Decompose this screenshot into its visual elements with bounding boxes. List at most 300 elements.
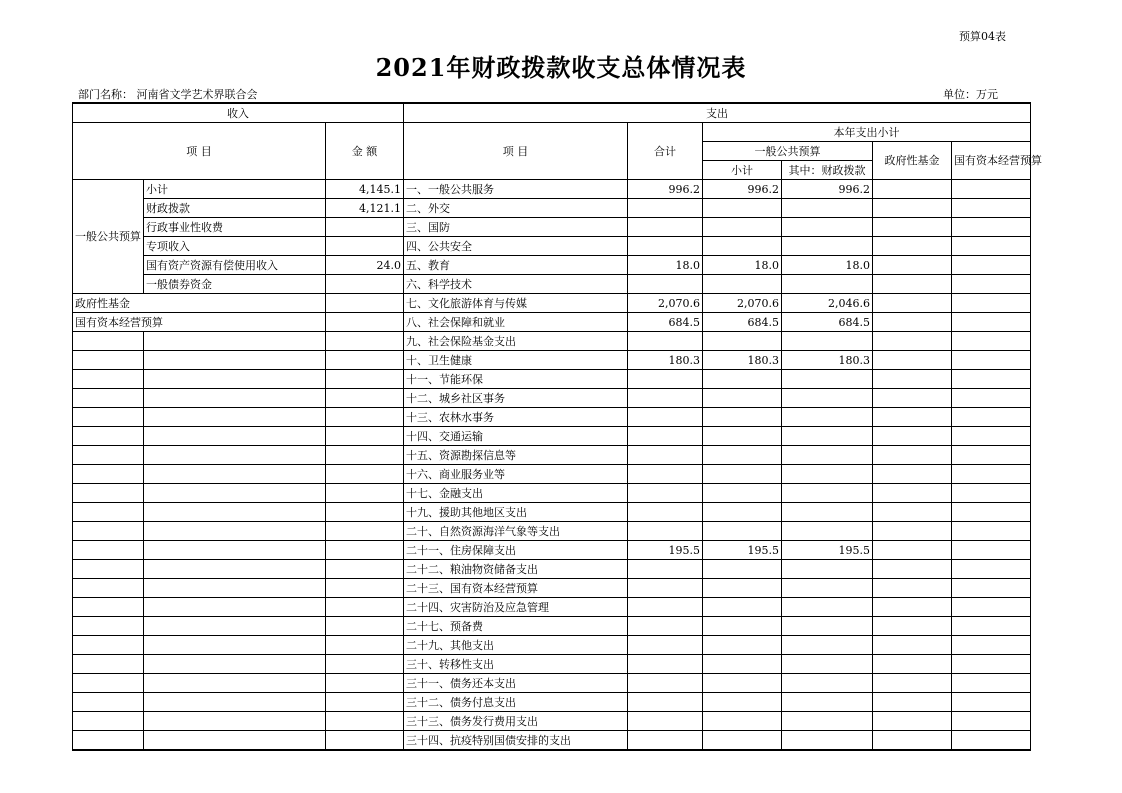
expense-subtotal: 2,070.6 — [703, 294, 782, 313]
income-item: 政府性基金 — [73, 294, 326, 313]
income-amount — [326, 313, 404, 332]
expense-gov-fund — [873, 275, 952, 294]
expense-total: 2,070.6 — [628, 294, 703, 313]
income-empty-cell — [73, 408, 144, 427]
table-row — [73, 218, 1031, 237]
income-empty-cell — [144, 731, 326, 751]
income-amount — [326, 218, 404, 237]
expense-item: 九、社会保险基金支出 — [404, 332, 628, 351]
expense-subtotal — [703, 503, 782, 522]
table-row — [73, 294, 1031, 313]
income-sub-item: 国有资产资源有偿使用收入 — [144, 256, 326, 275]
income-empty-cell — [144, 427, 326, 446]
expense-subtotal — [703, 389, 782, 408]
expense-total: 996.2 — [628, 180, 703, 199]
department-label: 部门名称： — [78, 88, 133, 101]
expense-subtotal — [703, 427, 782, 446]
income-empty-cell — [144, 503, 326, 522]
subtotal-header: 小计 — [703, 161, 782, 180]
expense-gov-fund — [873, 370, 952, 389]
income-empty-cell — [144, 370, 326, 389]
income-empty-cell — [326, 636, 404, 655]
expense-subtotal: 996.2 — [703, 180, 782, 199]
expense-fiscal — [782, 503, 873, 522]
income-empty-cell — [326, 332, 404, 351]
expense-total: 180.3 — [628, 351, 703, 370]
table-row — [73, 351, 1031, 370]
expense-item: 十二、城乡社区事务 — [404, 389, 628, 408]
table-row — [73, 370, 1031, 389]
expense-gov-fund — [873, 503, 952, 522]
expense-soe — [952, 655, 1031, 674]
expense-item: 四、公共安全 — [404, 237, 628, 256]
expense-total — [628, 598, 703, 617]
expense-fiscal — [782, 617, 873, 636]
income-empty-cell — [144, 693, 326, 712]
expense-total: 195.5 — [628, 541, 703, 560]
expense-fiscal — [782, 484, 873, 503]
expense-gov-fund — [873, 636, 952, 655]
expense-total: 18.0 — [628, 256, 703, 275]
expense-fiscal — [782, 636, 873, 655]
income-empty-cell — [144, 408, 326, 427]
expense-fiscal — [782, 579, 873, 598]
income-item-header: 项 目 — [73, 123, 326, 180]
expense-gov-fund — [873, 465, 952, 484]
expense-soe — [952, 560, 1031, 579]
expense-gov-fund — [873, 655, 952, 674]
income-empty-cell — [73, 351, 144, 370]
expense-soe — [952, 294, 1031, 313]
expense-gov-fund — [873, 427, 952, 446]
income-empty-cell — [326, 712, 404, 731]
expense-total — [628, 731, 703, 751]
expense-fiscal — [782, 731, 873, 751]
income-header: 收入 — [73, 103, 404, 123]
expense-fiscal — [782, 427, 873, 446]
expense-soe — [952, 256, 1031, 275]
expense-gov-fund — [873, 237, 952, 256]
table-row — [73, 389, 1031, 408]
expense-subtotal — [703, 275, 782, 294]
table-row — [73, 465, 1031, 484]
table-row — [73, 579, 1031, 598]
income-empty-cell — [144, 522, 326, 541]
expense-subtotal: 180.3 — [703, 351, 782, 370]
expense-soe — [952, 180, 1031, 199]
table-row — [73, 256, 1031, 275]
expense-total — [628, 579, 703, 598]
expense-soe — [952, 503, 1031, 522]
income-item: 国有资本经营预算 — [73, 313, 326, 332]
income-empty-cell — [144, 617, 326, 636]
expense-fiscal — [782, 598, 873, 617]
expense-gov-fund — [873, 446, 952, 465]
expense-fiscal — [782, 370, 873, 389]
table-row — [73, 313, 1031, 332]
expense-total — [628, 408, 703, 427]
income-empty-cell — [73, 693, 144, 712]
expense-item: 十一、节能环保 — [404, 370, 628, 389]
table-row — [73, 408, 1031, 427]
table-row — [73, 484, 1031, 503]
expense-soe — [952, 427, 1031, 446]
expense-subtotal — [703, 560, 782, 579]
expense-total — [628, 370, 703, 389]
income-empty-cell — [326, 617, 404, 636]
income-empty-cell — [144, 484, 326, 503]
expense-fiscal — [782, 465, 873, 484]
expense-fiscal — [782, 389, 873, 408]
expense-gov-fund — [873, 180, 952, 199]
income-empty-cell — [326, 693, 404, 712]
expense-subtotal — [703, 712, 782, 731]
income-empty-cell — [326, 370, 404, 389]
income-amount: 24.0 — [326, 256, 404, 275]
income-empty-cell — [326, 674, 404, 693]
expense-item: 八、社会保障和就业 — [404, 313, 628, 332]
income-empty-cell — [73, 484, 144, 503]
expense-fiscal — [782, 275, 873, 294]
expense-soe — [952, 617, 1031, 636]
expense-fiscal — [782, 446, 873, 465]
expense-fiscal — [782, 560, 873, 579]
income-amount-header: 金 额 — [326, 123, 404, 180]
income-empty-cell — [73, 389, 144, 408]
expense-soe — [952, 446, 1031, 465]
expense-total — [628, 484, 703, 503]
expense-fiscal — [782, 218, 873, 237]
expense-soe — [952, 579, 1031, 598]
table-row — [73, 503, 1031, 522]
income-empty-cell — [144, 655, 326, 674]
expense-soe — [952, 351, 1031, 370]
income-empty-cell — [73, 522, 144, 541]
expense-item: 二十、自然资源海洋气象等支出 — [404, 522, 628, 541]
income-empty-cell — [73, 446, 144, 465]
expense-item: 三十二、债务付息支出 — [404, 693, 628, 712]
expense-gov-fund — [873, 541, 952, 560]
expense-item: 二十二、粮油物资储备支出 — [404, 560, 628, 579]
income-empty-cell — [144, 598, 326, 617]
expense-subtotal — [703, 579, 782, 598]
expense-fiscal: 18.0 — [782, 256, 873, 275]
income-empty-cell — [73, 465, 144, 484]
table-row — [73, 541, 1031, 560]
expense-header: 支出 — [404, 103, 1031, 123]
income-sub-item: 一般债券资金 — [144, 275, 326, 294]
income-empty-cell — [73, 427, 144, 446]
expense-item: 二、外交 — [404, 199, 628, 218]
income-empty-cell — [73, 503, 144, 522]
table-row — [73, 617, 1031, 636]
expense-total — [628, 465, 703, 484]
income-empty-cell — [73, 370, 144, 389]
expense-soe — [952, 484, 1031, 503]
expense-item: 六、科学技术 — [404, 275, 628, 294]
table-row — [73, 636, 1031, 655]
expense-gov-fund — [873, 522, 952, 541]
expense-subtotal — [703, 332, 782, 351]
income-sub-item: 行政事业性收费 — [144, 218, 326, 237]
table-row — [73, 180, 1031, 199]
income-empty-cell — [73, 579, 144, 598]
table-row — [73, 199, 1031, 218]
table-row — [73, 598, 1031, 617]
income-empty-cell — [326, 503, 404, 522]
expense-soe — [952, 199, 1031, 218]
expense-fiscal — [782, 237, 873, 256]
expense-soe — [952, 598, 1031, 617]
income-empty-cell — [326, 522, 404, 541]
expense-subtotal — [703, 617, 782, 636]
expense-item: 二十三、国有资本经营预算 — [404, 579, 628, 598]
expense-fiscal — [782, 712, 873, 731]
table-row — [73, 674, 1031, 693]
table-row — [73, 427, 1031, 446]
table-row — [73, 693, 1031, 712]
expense-gov-fund — [873, 674, 952, 693]
expense-gov-fund — [873, 199, 952, 218]
expense-item: 十六、商业服务业等 — [404, 465, 628, 484]
expense-subtotal — [703, 598, 782, 617]
expense-fiscal — [782, 522, 873, 541]
expense-soe — [952, 636, 1031, 655]
expense-total — [628, 636, 703, 655]
income-empty-cell — [326, 351, 404, 370]
expense-item: 一、一般公共服务 — [404, 180, 628, 199]
expense-soe — [952, 541, 1031, 560]
expense-item: 三十三、债务发行费用支出 — [404, 712, 628, 731]
income-amount — [326, 237, 404, 256]
income-sub-item: 专项收入 — [144, 237, 326, 256]
expense-item: 二十九、其他支出 — [404, 636, 628, 655]
expense-total-header: 合计 — [628, 123, 703, 180]
expense-soe — [952, 693, 1031, 712]
expense-total — [628, 693, 703, 712]
expense-fiscal: 2,046.6 — [782, 294, 873, 313]
expense-item: 二十七、预备费 — [404, 617, 628, 636]
general-budget-header: 一般公共预算 — [703, 142, 873, 161]
expense-gov-fund — [873, 351, 952, 370]
income-empty-cell — [73, 617, 144, 636]
form-number: 预算04表 — [959, 30, 1006, 43]
expense-subtotal — [703, 237, 782, 256]
expense-subtotal: 18.0 — [703, 256, 782, 275]
expense-total — [628, 617, 703, 636]
expense-soe — [952, 674, 1031, 693]
expense-subtotal: 684.5 — [703, 313, 782, 332]
expense-total — [628, 427, 703, 446]
table-row — [73, 522, 1031, 541]
expense-gov-fund — [873, 598, 952, 617]
income-empty-cell — [73, 636, 144, 655]
current-year-header: 本年支出小计 — [703, 123, 1031, 142]
income-amount: 4,145.1 — [326, 180, 404, 199]
expense-subtotal — [703, 636, 782, 655]
expense-item-header: 项 目 — [404, 123, 628, 180]
expense-item: 三十一、债务还本支出 — [404, 674, 628, 693]
soe-budget-header: 国有资本经营预算 — [952, 142, 1031, 180]
expense-fiscal: 996.2 — [782, 180, 873, 199]
expense-fiscal — [782, 408, 873, 427]
expense-soe — [952, 731, 1031, 751]
expense-gov-fund — [873, 484, 952, 503]
income-amount — [326, 275, 404, 294]
expense-subtotal — [703, 446, 782, 465]
expense-gov-fund — [873, 712, 952, 731]
income-empty-cell — [144, 465, 326, 484]
expense-fiscal — [782, 655, 873, 674]
department-line — [78, 86, 258, 102]
income-empty-cell — [326, 731, 404, 751]
expense-item: 五、教育 — [404, 256, 628, 275]
income-empty-cell — [144, 389, 326, 408]
income-empty-cell — [144, 332, 326, 351]
expense-gov-fund — [873, 256, 952, 275]
income-empty-cell — [73, 712, 144, 731]
expense-subtotal — [703, 370, 782, 389]
expense-subtotal — [703, 218, 782, 237]
table-row — [73, 731, 1031, 751]
expense-soe — [952, 522, 1031, 541]
income-empty-cell — [326, 465, 404, 484]
income-empty-cell — [144, 541, 326, 560]
expense-soe — [952, 712, 1031, 731]
expense-total — [628, 389, 703, 408]
budget-table — [72, 102, 1042, 751]
income-empty-cell — [326, 541, 404, 560]
table-row — [73, 446, 1031, 465]
expense-total: 684.5 — [628, 313, 703, 332]
expense-subtotal — [703, 408, 782, 427]
expense-soe — [952, 370, 1031, 389]
income-empty-cell — [73, 731, 144, 751]
expense-total — [628, 332, 703, 351]
income-group-label: 一般公共预算 — [73, 180, 144, 294]
table-row — [73, 712, 1031, 731]
expense-subtotal — [703, 655, 782, 674]
expense-fiscal: 684.5 — [782, 313, 873, 332]
expense-total — [628, 560, 703, 579]
expense-fiscal: 180.3 — [782, 351, 873, 370]
expense-soe — [952, 218, 1031, 237]
expense-gov-fund — [873, 294, 952, 313]
expense-fiscal — [782, 674, 873, 693]
expense-fiscal — [782, 199, 873, 218]
income-sub-item: 小计 — [144, 180, 326, 199]
income-empty-cell — [144, 579, 326, 598]
expense-gov-fund — [873, 408, 952, 427]
expense-fiscal — [782, 332, 873, 351]
income-empty-cell — [326, 446, 404, 465]
expense-subtotal — [703, 484, 782, 503]
expense-soe — [952, 332, 1031, 351]
income-empty-cell — [326, 598, 404, 617]
expense-soe — [952, 237, 1031, 256]
income-empty-cell — [326, 408, 404, 427]
expense-fiscal: 195.5 — [782, 541, 873, 560]
expense-item: 二十四、灾害防治及应急管理 — [404, 598, 628, 617]
income-empty-cell — [144, 560, 326, 579]
expense-total — [628, 655, 703, 674]
income-empty-cell — [326, 427, 404, 446]
expense-total — [628, 503, 703, 522]
income-empty-cell — [144, 636, 326, 655]
expense-soe — [952, 465, 1031, 484]
table-row — [73, 237, 1031, 256]
expense-item: 十五、资源勘探信息等 — [404, 446, 628, 465]
income-empty-cell — [73, 541, 144, 560]
expense-gov-fund — [873, 560, 952, 579]
income-empty-cell — [73, 674, 144, 693]
expense-item: 三、国防 — [404, 218, 628, 237]
department-name: 河南省文学艺术界联合会 — [136, 88, 258, 101]
header-row-1 — [73, 103, 1031, 123]
income-sub-item: 财政拨款 — [144, 199, 326, 218]
expense-item: 三十、转移性支出 — [404, 655, 628, 674]
table-row — [73, 560, 1031, 579]
expense-item: 十七、金融支出 — [404, 484, 628, 503]
expense-soe — [952, 275, 1031, 294]
expense-item: 十三、农林水事务 — [404, 408, 628, 427]
expense-item: 十九、援助其他地区支出 — [404, 503, 628, 522]
expense-gov-fund — [873, 313, 952, 332]
expense-gov-fund — [873, 579, 952, 598]
expense-gov-fund — [873, 731, 952, 751]
of-which-header: 其中：财政拨款 — [782, 161, 873, 180]
table-row — [73, 332, 1031, 351]
expense-gov-fund — [873, 332, 952, 351]
expense-total — [628, 522, 703, 541]
expense-total — [628, 275, 703, 294]
income-empty-cell — [73, 560, 144, 579]
income-empty-cell — [144, 446, 326, 465]
header-row-2 — [73, 123, 1031, 142]
gov-fund-header: 政府性基金 — [873, 142, 952, 180]
income-empty-cell — [73, 332, 144, 351]
expense-item: 七、文化旅游体育与传媒 — [404, 294, 628, 313]
expense-gov-fund — [873, 389, 952, 408]
expense-item: 十、卫生健康 — [404, 351, 628, 370]
income-amount: 4,121.1 — [326, 199, 404, 218]
expense-fiscal — [782, 693, 873, 712]
income-empty-cell — [326, 484, 404, 503]
table-row — [73, 275, 1031, 294]
income-empty-cell — [144, 674, 326, 693]
expense-gov-fund — [873, 617, 952, 636]
expense-subtotal — [703, 465, 782, 484]
income-empty-cell — [144, 712, 326, 731]
expense-total — [628, 237, 703, 256]
income-empty-cell — [326, 579, 404, 598]
page-title: 2021年财政拨款收支总体情况表 — [375, 53, 747, 82]
income-empty-cell — [73, 598, 144, 617]
expense-total — [628, 446, 703, 465]
expense-subtotal — [703, 522, 782, 541]
expense-item: 二十一、住房保障支出 — [404, 541, 628, 560]
income-amount — [326, 294, 404, 313]
income-empty-cell — [144, 351, 326, 370]
expense-item: 十四、交通运输 — [404, 427, 628, 446]
income-empty-cell — [326, 389, 404, 408]
expense-total — [628, 218, 703, 237]
expense-subtotal — [703, 199, 782, 218]
table-row — [73, 655, 1031, 674]
expense-soe — [952, 313, 1031, 332]
expense-gov-fund — [873, 218, 952, 237]
expense-gov-fund — [873, 693, 952, 712]
